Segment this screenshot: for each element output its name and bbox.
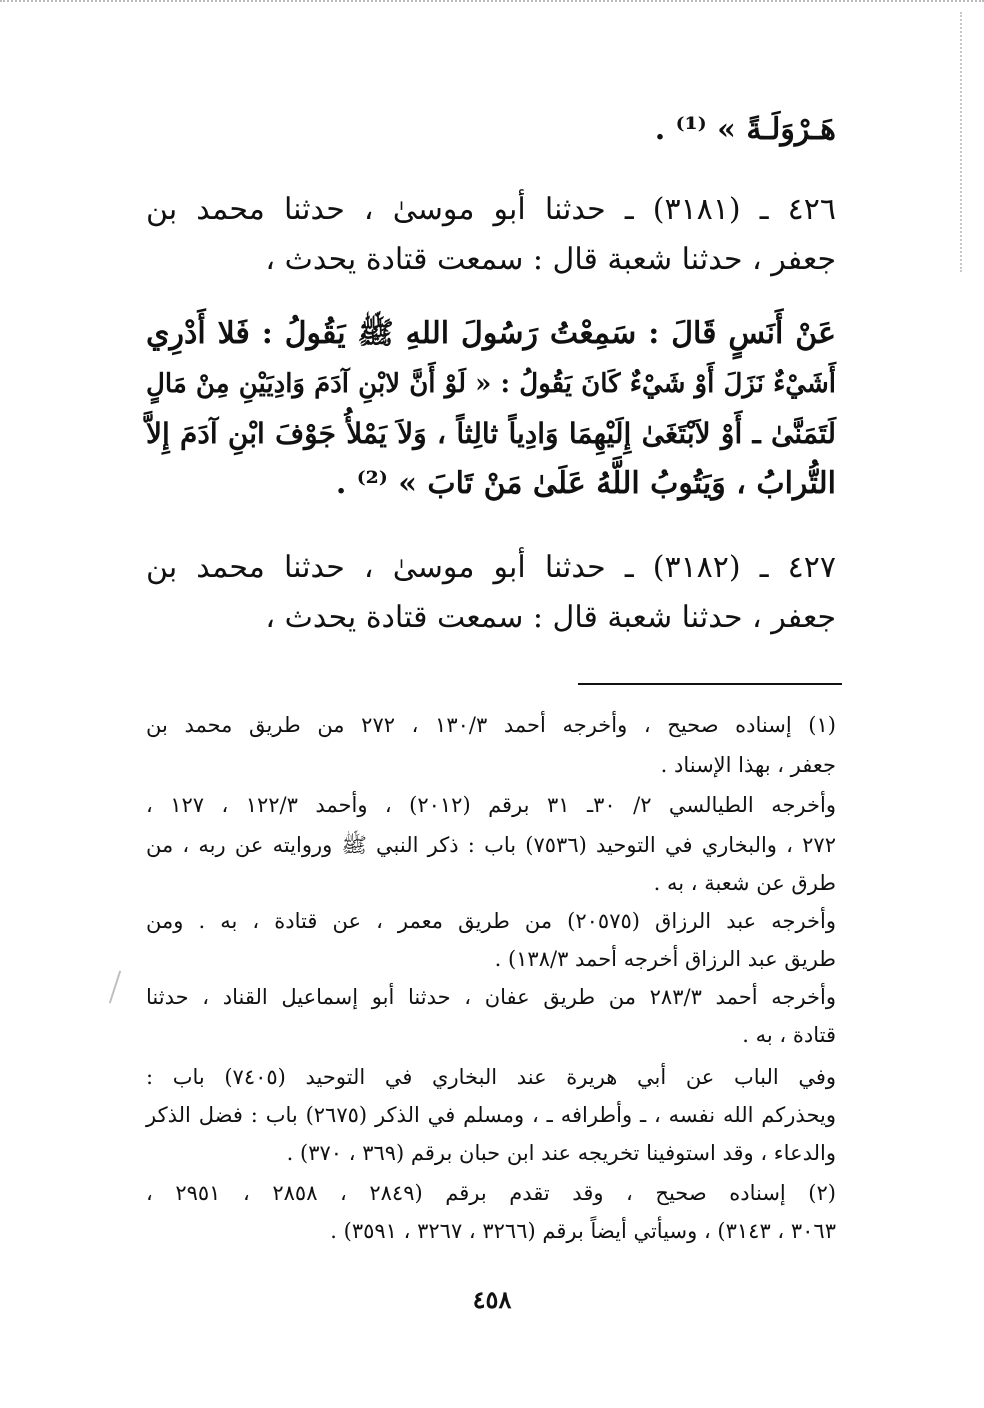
hadith-426-matn-line-3: لَتَمَنَّىٰ ـ أَوْ لاَبْتَغَىٰ إِلَيْهِمَا وَادِياً ثالِثاً ، وَلاَ يَمْلأُ جَوْفَ ابْنِ آدَمَ إِلاَّ [146, 417, 836, 450]
hadith-426-matn-line-4: التُّرابُ ، وَيَتُوبُ اللَّهُ عَلَىٰ مَنْ تَابَ » ⁽²⁾ . [335, 466, 836, 501]
footnote-line: ويحذركم الله نفسه ، ـ وأطرافه ـ ، ومسلم في الذكر (٢٦٧٥) باب : فضل الذكر [146, 1103, 836, 1127]
footnote-line: وأخرجه الطيالسي ٢/ ٣٠ـ ٣١ برقم (٢٠١٢) ، وأحمد ١٢٢/٣ ، ١٢٧ ، [146, 793, 836, 817]
footnote-line: وفي الباب عن أبي هريرة عند البخاري في التوحيد (٧٤٠٥) باب : [146, 1065, 837, 1089]
footnote-line: وأخرجه عبد الرزاق (٢٠٥٧٥) من طريق معمر ، عن قتادة ، به . ومن [146, 909, 836, 933]
footnote-line: طريق عبد الرزاق أخرجه أحمد ١٣٨/٣) . [494, 947, 836, 971]
footnote-line: جعفر ، بهذا الإسناد . [660, 753, 836, 777]
footnote-line: طرق عن شعبة ، به . [653, 871, 836, 895]
hadith-426-isnad-line-1: ٤٢٦ ـ (٣١٨١) ـ حدثنا أبو موسىٰ ، حدثنا محمد بن [146, 192, 836, 227]
footnote-line: وأخرجه أحمد ٢٨٣/٣ من طريق عفان ، حدثنا أبو إسماعيل القناد ، حدثنا [146, 985, 836, 1009]
hadith-427-isnad-line-1: ٤٢٧ ـ (٣١٨٢) ـ حدثنا أبو موسىٰ ، حدثنا محمد بن [146, 550, 836, 585]
footnote-line: والدعاء ، وقد استوفينا تخريجه عند ابن حبان برقم (٣٦٩ ، ٣٧٠) . [286, 1141, 836, 1165]
hadith-427-isnad-line-2: جعفر ، حدثنا شعبة قال : سمعت قتادة يحدث ، [265, 600, 836, 635]
previous-hadith-ending: هَـرْوَلَـةً » ⁽¹⁾ . [654, 112, 836, 147]
hadith-426-matn-line-2: أَشَيْءٌ نَزَلَ أَوْ شَيْءٌ كَانَ يَقُولُ : « لَوْ أَنَّ لابْنِ آدَمَ وَادِيَيْنِ مِنْ مَالٍ [146, 369, 836, 399]
page-number: ٤٥٨ [472, 1285, 512, 1314]
hadith-426-isnad-line-2: جعفر ، حدثنا شعبة قال : سمعت قتادة يحدث ، [265, 242, 836, 277]
hadith-426-matn-line-1: عَنْ أَنَسٍ قَالَ : سَمِعْتُ رَسُولَ اللهِ ﷺ يَقُولُ : فَلا أَدْرِي [146, 316, 836, 351]
footnote-line: (١) إسناده صحيح ، وأخرجه أحمد ١٣٠/٣ ، ٢٧٢ من طريق محمد بن [146, 713, 836, 737]
footnote-line: قتادة ، به . [742, 1023, 836, 1047]
footnote-separator [578, 683, 842, 685]
footnote-line: ٢٧٢ ، والبخاري في التوحيد (٧٥٣٦) باب : ذكر النبي ﷺ وروايته عن ربه ، من [146, 833, 836, 857]
footnote-line: (٢) إسناده صحيح ، وقد تقدم برقم (٢٨٤٩ ، ٢٨٥٨ ، ٢٩٥١ ، [146, 1181, 836, 1205]
crop-border-vertical [958, 12, 962, 272]
scan-mark [109, 971, 121, 1004]
crop-border [0, 0, 984, 12]
footnote-line: ٣٠٦٣ ، ٣١٤٣) ، وسيأتي أيضاً برقم (٣٢٦٦ ، ٣٢٦٧ ، ٣٥٩١) . [330, 1219, 836, 1243]
